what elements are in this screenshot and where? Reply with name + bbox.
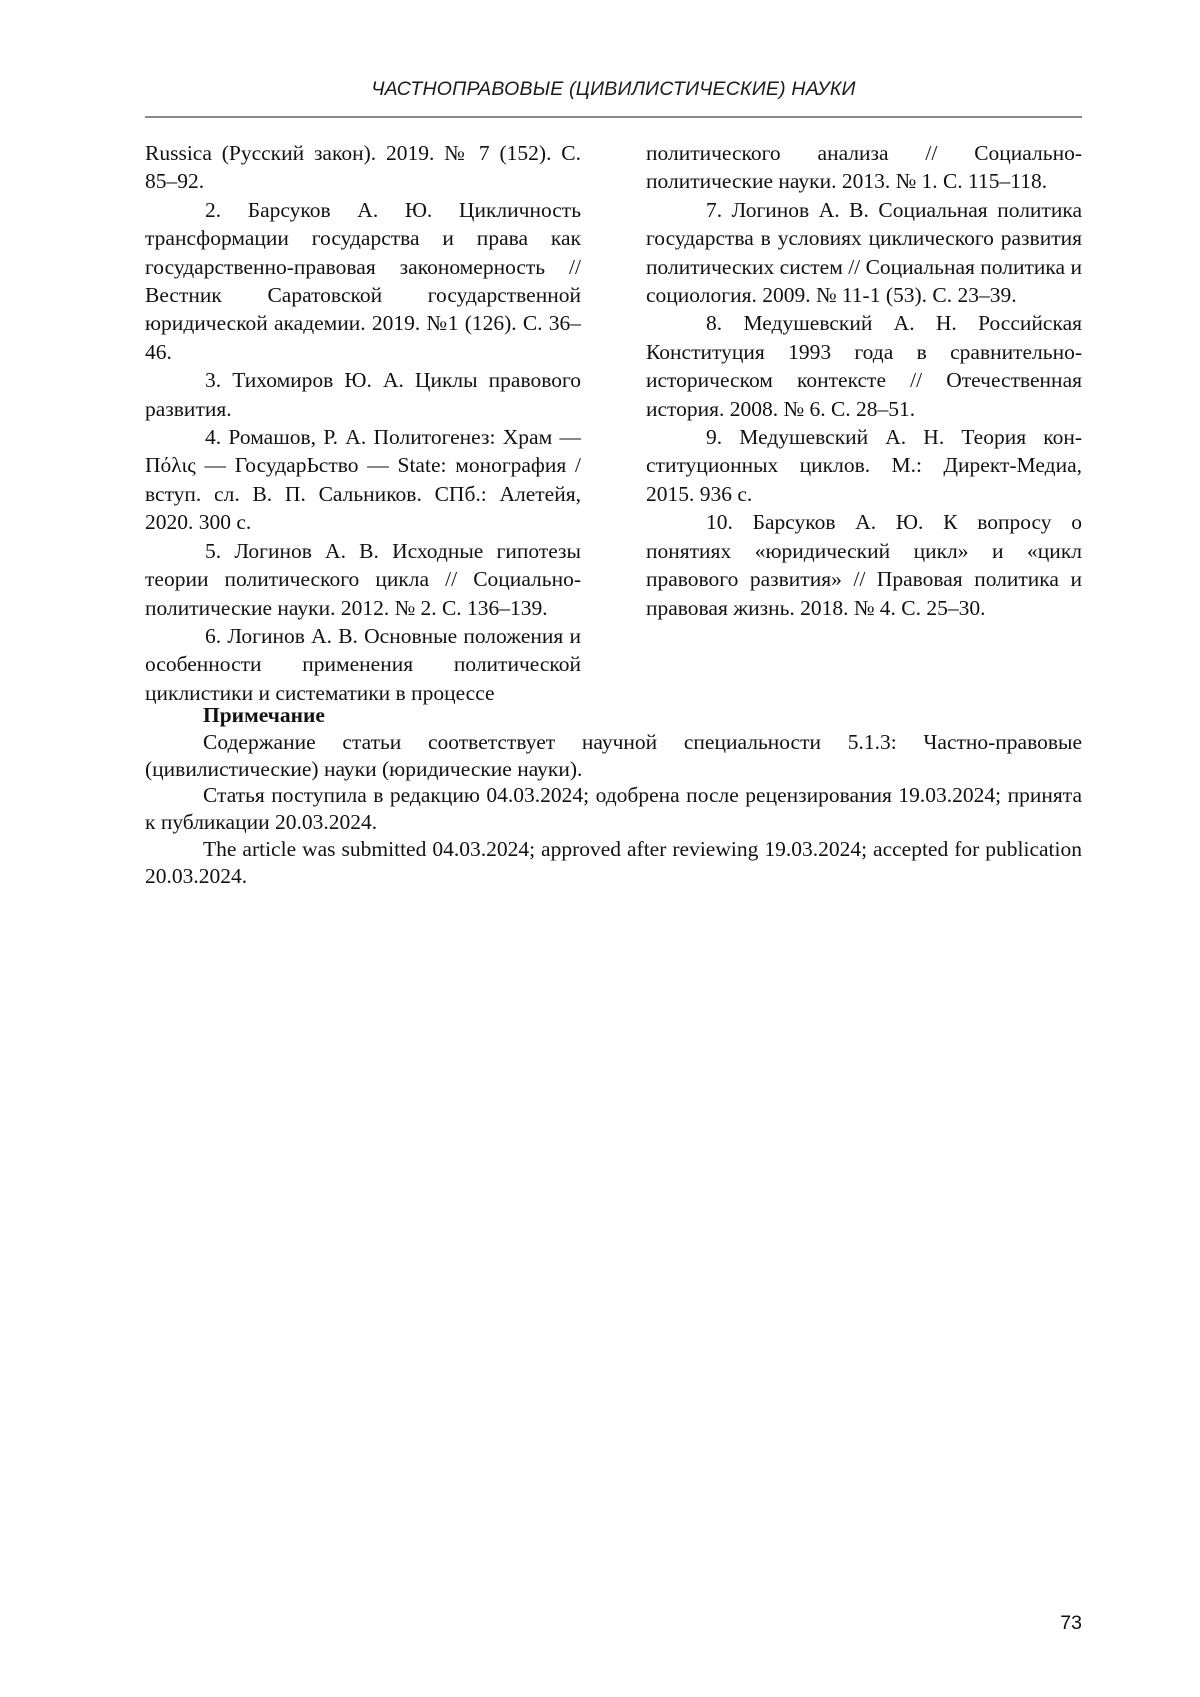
reference-entry: 4. Ромашов, Р. А. Политогенез: Храм — Πόλις — ГосударЬство — State: монография / вступ. сл. В. П. Сальников. СПб.: Алетейя, 2020. 300 с. — [145, 425, 581, 535]
page-number: 73 — [1060, 1612, 1082, 1634]
reference-entry: 9. Медушевский А. Н. Теория конституционных циклов. М.: Директ-Медиа, 2015. 936 с. — [646, 425, 1082, 506]
references-left-column — [145, 139, 581, 707]
article-note — [145, 702, 1082, 890]
reference-entry: политического анализа // Социально-политические науки. 2013. № 1. С. 115–118. — [646, 141, 1082, 194]
reference-entry: 5. Логинов А. В. Исходные гипотезы теории политического цикла // Социально-политические науки. 2012. № 2. С. 136–139. — [145, 538, 581, 620]
references-columns — [145, 139, 1082, 707]
reference-entry: 8. Медушевский А. Н. Российская Конституция 1993 года в сравнительно-историческом контексте // Отечественная история. 2008. № 6. С. 28–51. — [646, 311, 1082, 421]
header-divider — [145, 116, 1082, 118]
reference-entry: 6. Логинов А. В. Основные положения и особенности применения политической циклистики и систематики в процессе — [145, 623, 581, 705]
reference-entry: 10. Барсуков А. Ю. К вопросу о понятиях «юридический цикл» и «цикл правового развития» // Правовая политика и правовая жизнь. 2018. № 4. С. 25–30. — [646, 510, 1082, 620]
note-dates-en: The article was submitted 04.03.2024; approved after reviewing 19.03.2024; accepted for publication 20.03.2024. — [145, 836, 1082, 888]
reference-entry: 7. Логинов А. В. Социальная политика государства в условиях циклического развития политических систем // Социальная политика и социология. 2009. № 11-1 (53). С. 23–39. — [646, 197, 1082, 308]
reference-entry: 2. Барсуков А. Ю. Цикличность трансформации государства и права как государственно-правовая закономерность // Вестник Саратовской государственной юридической академии. 2019. №1 (126). С. 36–46. — [145, 197, 581, 364]
references-right-column — [646, 139, 1082, 707]
note-specialty: Содержание статьи соответствует научной специальности 5.1.3: Частно-правовые (цивилистические) науки (юридические науки). — [145, 729, 1082, 781]
running-header: ЧАСТНОПРАВОВЫЕ (ЦИВИЛИСТИЧЕСКИЕ) НАУКИ — [371, 78, 856, 100]
note-title: Примечание — [203, 703, 325, 727]
reference-entry: Russica (Русский закон). 2019. № 7 (152). С. 85–92. — [145, 141, 581, 194]
note-dates-ru: Статья поступила в редакцию 04.03.2024; одобрена после рецензирования 19.03.2024; принята к публикации 20.03.2024. — [145, 783, 1082, 835]
reference-entry: 3. Тихомиров Ю. А. Циклы правового развития. — [145, 368, 581, 421]
